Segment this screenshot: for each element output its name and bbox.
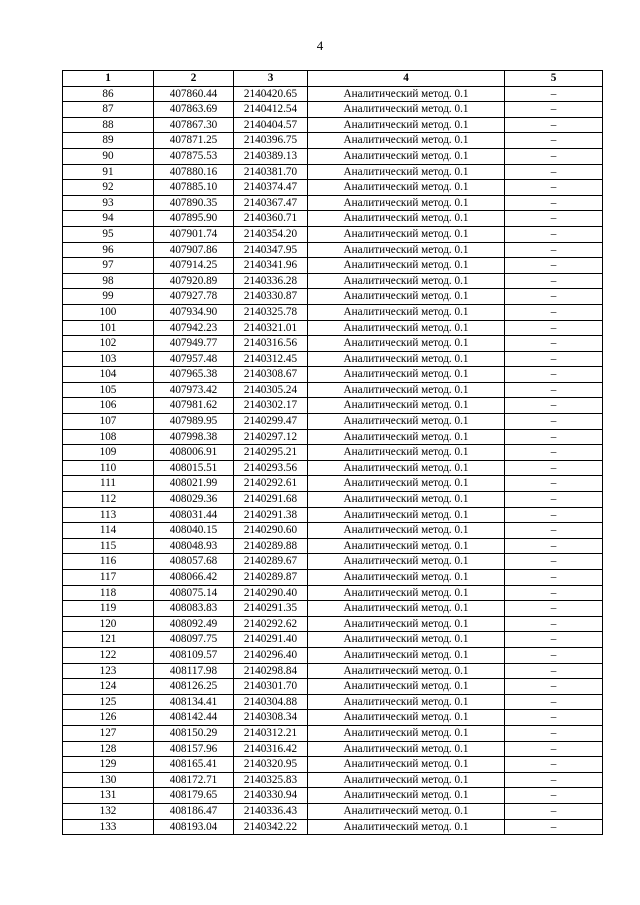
point-number-cell: 109 <box>63 445 154 461</box>
note-cell: – <box>505 757 603 773</box>
x-coordinate-cell: 408117.98 <box>154 663 234 679</box>
column-header-1: 1 <box>63 71 154 87</box>
method-cell: Аналитический метод. 0.1 <box>308 616 505 632</box>
table-row <box>63 180 603 196</box>
page-number: 4 <box>316 38 324 53</box>
y-coordinate-cell: 2140381.70 <box>234 164 308 180</box>
point-number-cell: 125 <box>63 694 154 710</box>
x-coordinate-cell: 407863.69 <box>154 102 234 118</box>
point-number-cell: 98 <box>63 273 154 289</box>
y-coordinate-cell: 2140291.35 <box>234 601 308 617</box>
table-row <box>63 86 603 102</box>
table-row <box>63 523 603 539</box>
y-coordinate-cell: 2140291.40 <box>234 632 308 648</box>
y-coordinate-cell: 2140305.24 <box>234 382 308 398</box>
note-cell: – <box>505 694 603 710</box>
method-cell: Аналитический метод. 0.1 <box>308 351 505 367</box>
note-cell: – <box>505 679 603 695</box>
method-cell: Аналитический метод. 0.1 <box>308 117 505 133</box>
y-coordinate-cell: 2140404.57 <box>234 117 308 133</box>
x-coordinate-cell: 408075.14 <box>154 585 234 601</box>
x-coordinate-cell: 408179.65 <box>154 788 234 804</box>
x-coordinate-cell: 408150.29 <box>154 725 234 741</box>
table-row <box>63 445 603 461</box>
x-coordinate-cell: 408057.68 <box>154 554 234 570</box>
y-coordinate-cell: 2140342.22 <box>234 819 308 835</box>
table-row <box>63 819 603 835</box>
note-cell: – <box>505 429 603 445</box>
point-number-cell: 100 <box>63 304 154 320</box>
note-cell: – <box>505 647 603 663</box>
point-number-cell: 124 <box>63 679 154 695</box>
table-row <box>63 336 603 352</box>
note-cell: – <box>505 632 603 648</box>
table-row <box>63 507 603 523</box>
method-cell: Аналитический метод. 0.1 <box>308 632 505 648</box>
x-coordinate-cell: 407880.16 <box>154 164 234 180</box>
y-coordinate-cell: 2140330.87 <box>234 289 308 305</box>
method-cell: Аналитический метод. 0.1 <box>308 258 505 274</box>
y-coordinate-cell: 2140412.54 <box>234 102 308 118</box>
method-cell: Аналитический метод. 0.1 <box>308 772 505 788</box>
point-number-cell: 93 <box>63 195 154 211</box>
note-cell: – <box>505 336 603 352</box>
method-cell: Аналитический метод. 0.1 <box>308 367 505 383</box>
y-coordinate-cell: 2140341.96 <box>234 258 308 274</box>
note-cell: – <box>505 289 603 305</box>
y-coordinate-cell: 2140295.21 <box>234 445 308 461</box>
method-cell: Аналитический метод. 0.1 <box>308 601 505 617</box>
table-row <box>63 133 603 149</box>
table-row <box>63 772 603 788</box>
y-coordinate-cell: 2140312.45 <box>234 351 308 367</box>
table-row <box>63 273 603 289</box>
x-coordinate-cell: 408029.36 <box>154 492 234 508</box>
table-row <box>63 398 603 414</box>
method-cell: Аналитический метод. 0.1 <box>308 803 505 819</box>
method-cell: Аналитический метод. 0.1 <box>308 414 505 430</box>
method-cell: Аналитический метод. 0.1 <box>308 164 505 180</box>
note-cell: – <box>505 86 603 102</box>
table-row <box>63 304 603 320</box>
point-number-cell: 113 <box>63 507 154 523</box>
note-cell: – <box>505 460 603 476</box>
method-cell: Аналитический метод. 0.1 <box>308 507 505 523</box>
x-coordinate-cell: 407998.38 <box>154 429 234 445</box>
method-cell: Аналитический метод. 0.1 <box>308 460 505 476</box>
table-row <box>63 694 603 710</box>
x-coordinate-cell: 407871.25 <box>154 133 234 149</box>
note-cell: – <box>505 585 603 601</box>
note-cell: – <box>505 164 603 180</box>
point-number-cell: 104 <box>63 367 154 383</box>
method-cell: Аналитический метод. 0.1 <box>308 180 505 196</box>
x-coordinate-cell: 408193.04 <box>154 819 234 835</box>
point-number-cell: 88 <box>63 117 154 133</box>
point-number-cell: 97 <box>63 258 154 274</box>
y-coordinate-cell: 2140336.43 <box>234 803 308 819</box>
note-cell: – <box>505 725 603 741</box>
y-coordinate-cell: 2140304.88 <box>234 694 308 710</box>
x-coordinate-cell: 408040.15 <box>154 523 234 539</box>
y-coordinate-cell: 2140289.88 <box>234 538 308 554</box>
table-row <box>63 242 603 258</box>
note-cell: – <box>505 601 603 617</box>
y-coordinate-cell: 2140299.47 <box>234 414 308 430</box>
y-coordinate-cell: 2140302.17 <box>234 398 308 414</box>
y-coordinate-cell: 2140360.71 <box>234 211 308 227</box>
table-row <box>63 725 603 741</box>
table-row <box>63 757 603 773</box>
x-coordinate-cell: 407875.53 <box>154 148 234 164</box>
column-header-5: 5 <box>505 71 603 87</box>
note-cell: – <box>505 819 603 835</box>
y-coordinate-cell: 2140291.38 <box>234 507 308 523</box>
y-coordinate-cell: 2140297.12 <box>234 429 308 445</box>
x-coordinate-cell: 408048.93 <box>154 538 234 554</box>
method-cell: Аналитический метод. 0.1 <box>308 725 505 741</box>
method-cell: Аналитический метод. 0.1 <box>308 476 505 492</box>
method-cell: Аналитический метод. 0.1 <box>308 679 505 695</box>
point-number-cell: 126 <box>63 710 154 726</box>
x-coordinate-cell: 407885.10 <box>154 180 234 196</box>
point-number-cell: 128 <box>63 741 154 757</box>
table-row <box>63 367 603 383</box>
note-cell: – <box>505 554 603 570</box>
table-row <box>63 616 603 632</box>
table-row <box>63 289 603 305</box>
table-row <box>63 788 603 804</box>
x-coordinate-cell: 407860.44 <box>154 86 234 102</box>
column-header-2: 2 <box>154 71 234 87</box>
note-cell: – <box>505 803 603 819</box>
note-cell: – <box>505 476 603 492</box>
method-cell: Аналитический метод. 0.1 <box>308 694 505 710</box>
column-header-3: 3 <box>234 71 308 87</box>
note-cell: – <box>505 382 603 398</box>
table-row <box>63 258 603 274</box>
table-row <box>63 492 603 508</box>
note-cell: – <box>505 102 603 118</box>
method-cell: Аналитический метод. 0.1 <box>308 538 505 554</box>
table-row <box>63 429 603 445</box>
x-coordinate-cell: 407867.30 <box>154 117 234 133</box>
point-number-cell: 118 <box>63 585 154 601</box>
note-cell: – <box>505 398 603 414</box>
table-header-row <box>63 71 603 87</box>
y-coordinate-cell: 2140354.20 <box>234 226 308 242</box>
point-number-cell: 102 <box>63 336 154 352</box>
point-number-cell: 107 <box>63 414 154 430</box>
table-row <box>63 647 603 663</box>
table-row <box>63 117 603 133</box>
y-coordinate-cell: 2140296.40 <box>234 647 308 663</box>
method-cell: Аналитический метод. 0.1 <box>308 86 505 102</box>
y-coordinate-cell: 2140316.56 <box>234 336 308 352</box>
x-coordinate-cell: 408186.47 <box>154 803 234 819</box>
point-number-cell: 92 <box>63 180 154 196</box>
y-coordinate-cell: 2140389.13 <box>234 148 308 164</box>
note-cell: – <box>505 507 603 523</box>
point-number-cell: 95 <box>63 226 154 242</box>
method-cell: Аналитический метод. 0.1 <box>308 429 505 445</box>
table-row <box>63 382 603 398</box>
y-coordinate-cell: 2140292.62 <box>234 616 308 632</box>
note-cell: – <box>505 351 603 367</box>
method-cell: Аналитический метод. 0.1 <box>308 148 505 164</box>
method-cell: Аналитический метод. 0.1 <box>308 242 505 258</box>
method-cell: Аналитический метод. 0.1 <box>308 710 505 726</box>
table-row <box>63 102 603 118</box>
point-number-cell: 103 <box>63 351 154 367</box>
note-cell: – <box>505 242 603 258</box>
x-coordinate-cell: 408134.41 <box>154 694 234 710</box>
y-coordinate-cell: 2140316.42 <box>234 741 308 757</box>
y-coordinate-cell: 2140308.67 <box>234 367 308 383</box>
x-coordinate-cell: 408126.25 <box>154 679 234 695</box>
method-cell: Аналитический метод. 0.1 <box>308 226 505 242</box>
note-cell: – <box>505 180 603 196</box>
x-coordinate-cell: 407895.90 <box>154 211 234 227</box>
note-cell: – <box>505 273 603 289</box>
note-cell: – <box>505 367 603 383</box>
point-number-cell: 101 <box>63 320 154 336</box>
note-cell: – <box>505 211 603 227</box>
table-row <box>63 211 603 227</box>
point-number-cell: 86 <box>63 86 154 102</box>
point-number-cell: 108 <box>63 429 154 445</box>
point-number-cell: 105 <box>63 382 154 398</box>
table-row <box>63 164 603 180</box>
table-row <box>63 679 603 695</box>
point-number-cell: 111 <box>63 476 154 492</box>
table-row <box>63 476 603 492</box>
x-coordinate-cell: 408021.99 <box>154 476 234 492</box>
method-cell: Аналитический метод. 0.1 <box>308 663 505 679</box>
table-row <box>63 570 603 586</box>
note-cell: – <box>505 258 603 274</box>
coordinates-table <box>62 70 603 835</box>
method-cell: Аналитический метод. 0.1 <box>308 445 505 461</box>
table-row <box>63 195 603 211</box>
table-row <box>63 554 603 570</box>
y-coordinate-cell: 2140292.61 <box>234 476 308 492</box>
x-coordinate-cell: 408015.51 <box>154 460 234 476</box>
y-coordinate-cell: 2140312.21 <box>234 725 308 741</box>
note-cell: – <box>505 523 603 539</box>
note-cell: – <box>505 195 603 211</box>
y-coordinate-cell: 2140289.67 <box>234 554 308 570</box>
x-coordinate-cell: 407914.25 <box>154 258 234 274</box>
point-number-cell: 94 <box>63 211 154 227</box>
y-coordinate-cell: 2140325.83 <box>234 772 308 788</box>
note-cell: – <box>505 148 603 164</box>
note-cell: – <box>505 304 603 320</box>
point-number-cell: 115 <box>63 538 154 554</box>
method-cell: Аналитический метод. 0.1 <box>308 554 505 570</box>
x-coordinate-cell: 408157.96 <box>154 741 234 757</box>
note-cell: – <box>505 788 603 804</box>
table-body <box>63 86 603 835</box>
point-number-cell: 121 <box>63 632 154 648</box>
x-coordinate-cell: 407927.78 <box>154 289 234 305</box>
y-coordinate-cell: 2140290.60 <box>234 523 308 539</box>
y-coordinate-cell: 2140325.78 <box>234 304 308 320</box>
x-coordinate-cell: 407973.42 <box>154 382 234 398</box>
point-number-cell: 133 <box>63 819 154 835</box>
point-number-cell: 110 <box>63 460 154 476</box>
x-coordinate-cell: 407934.90 <box>154 304 234 320</box>
point-number-cell: 122 <box>63 647 154 663</box>
note-cell: – <box>505 538 603 554</box>
x-coordinate-cell: 407957.48 <box>154 351 234 367</box>
y-coordinate-cell: 2140301.70 <box>234 679 308 695</box>
method-cell: Аналитический метод. 0.1 <box>308 382 505 398</box>
table-row <box>63 226 603 242</box>
table-row <box>63 632 603 648</box>
y-coordinate-cell: 2140291.68 <box>234 492 308 508</box>
x-coordinate-cell: 408165.41 <box>154 757 234 773</box>
point-number-cell: 132 <box>63 803 154 819</box>
method-cell: Аналитический метод. 0.1 <box>308 741 505 757</box>
y-coordinate-cell: 2140336.28 <box>234 273 308 289</box>
x-coordinate-cell: 408092.49 <box>154 616 234 632</box>
note-cell: – <box>505 741 603 757</box>
method-cell: Аналитический метод. 0.1 <box>308 320 505 336</box>
method-cell: Аналитический метод. 0.1 <box>308 273 505 289</box>
table-row <box>63 320 603 336</box>
method-cell: Аналитический метод. 0.1 <box>308 757 505 773</box>
table-row <box>63 710 603 726</box>
y-coordinate-cell: 2140396.75 <box>234 133 308 149</box>
y-coordinate-cell: 2140290.40 <box>234 585 308 601</box>
y-coordinate-cell: 2140374.47 <box>234 180 308 196</box>
method-cell: Аналитический метод. 0.1 <box>308 398 505 414</box>
point-number-cell: 112 <box>63 492 154 508</box>
y-coordinate-cell: 2140308.34 <box>234 710 308 726</box>
x-coordinate-cell: 407965.38 <box>154 367 234 383</box>
method-cell: Аналитический метод. 0.1 <box>308 523 505 539</box>
point-number-cell: 99 <box>63 289 154 305</box>
y-coordinate-cell: 2140293.56 <box>234 460 308 476</box>
y-coordinate-cell: 2140367.47 <box>234 195 308 211</box>
table-row <box>63 148 603 164</box>
x-coordinate-cell: 407949.77 <box>154 336 234 352</box>
table-row <box>63 663 603 679</box>
point-number-cell: 87 <box>63 102 154 118</box>
note-cell: – <box>505 570 603 586</box>
method-cell: Аналитический метод. 0.1 <box>308 133 505 149</box>
method-cell: Аналитический метод. 0.1 <box>308 788 505 804</box>
y-coordinate-cell: 2140347.95 <box>234 242 308 258</box>
point-number-cell: 117 <box>63 570 154 586</box>
x-coordinate-cell: 407920.89 <box>154 273 234 289</box>
note-cell: – <box>505 663 603 679</box>
note-cell: – <box>505 320 603 336</box>
point-number-cell: 123 <box>63 663 154 679</box>
point-number-cell: 119 <box>63 601 154 617</box>
point-number-cell: 89 <box>63 133 154 149</box>
method-cell: Аналитический метод. 0.1 <box>308 304 505 320</box>
method-cell: Аналитический метод. 0.1 <box>308 195 505 211</box>
x-coordinate-cell: 407989.95 <box>154 414 234 430</box>
x-coordinate-cell: 407890.35 <box>154 195 234 211</box>
x-coordinate-cell: 408006.91 <box>154 445 234 461</box>
method-cell: Аналитический метод. 0.1 <box>308 585 505 601</box>
point-number-cell: 114 <box>63 523 154 539</box>
x-coordinate-cell: 407981.62 <box>154 398 234 414</box>
method-cell: Аналитический метод. 0.1 <box>308 211 505 227</box>
x-coordinate-cell: 407907.86 <box>154 242 234 258</box>
method-cell: Аналитический метод. 0.1 <box>308 492 505 508</box>
table-row <box>63 803 603 819</box>
x-coordinate-cell: 408172.71 <box>154 772 234 788</box>
table-row <box>63 414 603 430</box>
table-row <box>63 601 603 617</box>
point-number-cell: 106 <box>63 398 154 414</box>
note-cell: – <box>505 133 603 149</box>
y-coordinate-cell: 2140321.01 <box>234 320 308 336</box>
x-coordinate-cell: 408066.42 <box>154 570 234 586</box>
table-row <box>63 460 603 476</box>
method-cell: Аналитический метод. 0.1 <box>308 336 505 352</box>
table-row <box>63 538 603 554</box>
method-cell: Аналитический метод. 0.1 <box>308 289 505 305</box>
column-header-4: 4 <box>308 71 505 87</box>
note-cell: – <box>505 445 603 461</box>
x-coordinate-cell: 407942.23 <box>154 320 234 336</box>
point-number-cell: 120 <box>63 616 154 632</box>
x-coordinate-cell: 408083.83 <box>154 601 234 617</box>
table-row <box>63 741 603 757</box>
y-coordinate-cell: 2140330.94 <box>234 788 308 804</box>
method-cell: Аналитический метод. 0.1 <box>308 570 505 586</box>
y-coordinate-cell: 2140289.87 <box>234 570 308 586</box>
point-number-cell: 90 <box>63 148 154 164</box>
point-number-cell: 129 <box>63 757 154 773</box>
point-number-cell: 130 <box>63 772 154 788</box>
note-cell: – <box>505 616 603 632</box>
point-number-cell: 131 <box>63 788 154 804</box>
x-coordinate-cell: 408031.44 <box>154 507 234 523</box>
note-cell: – <box>505 117 603 133</box>
method-cell: Аналитический метод. 0.1 <box>308 819 505 835</box>
point-number-cell: 91 <box>63 164 154 180</box>
y-coordinate-cell: 2140420.65 <box>234 86 308 102</box>
note-cell: – <box>505 226 603 242</box>
note-cell: – <box>505 772 603 788</box>
y-coordinate-cell: 2140298.84 <box>234 663 308 679</box>
note-cell: – <box>505 492 603 508</box>
y-coordinate-cell: 2140320.95 <box>234 757 308 773</box>
x-coordinate-cell: 407901.74 <box>154 226 234 242</box>
method-cell: Аналитический метод. 0.1 <box>308 647 505 663</box>
method-cell: Аналитический метод. 0.1 <box>308 102 505 118</box>
note-cell: – <box>505 710 603 726</box>
note-cell: – <box>505 414 603 430</box>
point-number-cell: 116 <box>63 554 154 570</box>
point-number-cell: 127 <box>63 725 154 741</box>
x-coordinate-cell: 408142.44 <box>154 710 234 726</box>
x-coordinate-cell: 408109.57 <box>154 647 234 663</box>
table-row <box>63 585 603 601</box>
table-row <box>63 351 603 367</box>
x-coordinate-cell: 408097.75 <box>154 632 234 648</box>
point-number-cell: 96 <box>63 242 154 258</box>
